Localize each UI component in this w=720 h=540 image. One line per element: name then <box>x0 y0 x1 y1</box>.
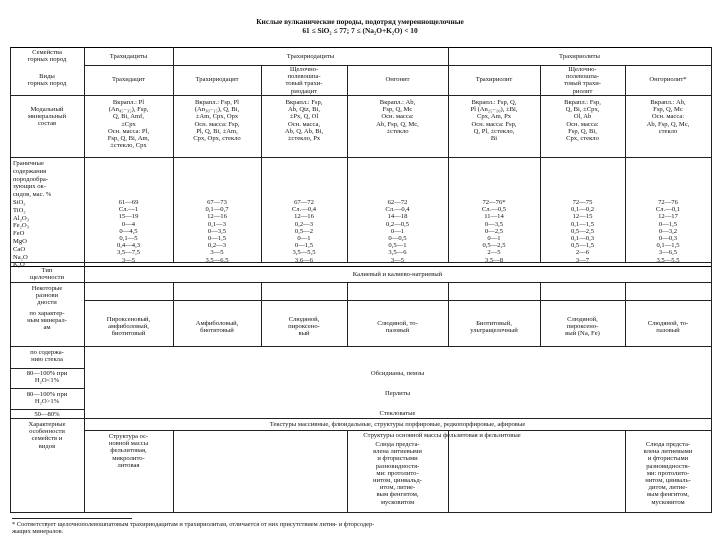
variety-cell: Пироксеновый, амфиболовый, биотитовый <box>106 316 151 338</box>
label-kinds: Виды горных пород <box>27 73 67 88</box>
glass-perlites: Перлиты <box>384 390 411 397</box>
oxide-cell: 67—72 Сл.—0,4 12—16 0,2—3 0,5—2 0—1 0—1,5 3,5—5,5 3,6—6 <box>291 199 317 264</box>
footnote-rule <box>12 518 132 519</box>
family-trachyrhyodacites: Трахириодациты <box>286 53 335 60</box>
label-oxides: Граничные содержания породообра- зующих ок- сидов, мас. % SiO₂ TiO₂ Al₂O₃ Fe₂O₃ FeO MgO CaO Na₂O K₂O <box>13 160 52 269</box>
label-alkalinity: Тип щелочности <box>29 267 65 282</box>
label-families: Семейства горных пород <box>27 49 67 64</box>
variety-cell: Слюдяной, то- пазовый <box>647 320 689 335</box>
label-glass-3: 50—80% <box>34 411 60 418</box>
kind-cell: Щелочно- полевошпа- товый трахи- риодацит <box>285 66 323 95</box>
page-title: Кислые вулканические породы, подотряд умереннощелочные <box>256 17 464 26</box>
oxide-cell: 72—75 0,1—0,2 12—15 0,1—1,5 0,5—2,5 0,1—0,3 0,5—1,5 2—6 3—7 <box>570 199 595 264</box>
mineral-cell: Вкрапл.: Ab, Fsp, Q, Mc Осн. масса: Ab, Fsp, Q, Mc, стекло <box>646 99 690 135</box>
label-varieties: Некоторые разнови дности <box>31 285 63 307</box>
footnote: * Соответствует щелочнополевошпатовым трахириодацитам и трахириолитам, отличается от них присутствием лития- и фторсодер- жащих минералов. <box>12 521 375 536</box>
kind-cell: Щелочно- полевошпа- товый трахи- риолит <box>563 66 602 95</box>
mineral-cell: Вкрапл.: Pl (An₄₅₋₃₅), Fsp, Q, Bi, Amf, ±Cpx Осн. масса: Pl, Fsp, Q, Bi, Am, ±стекло, Cpx <box>107 99 150 150</box>
variety-cell: Слюдяной, то- пазовый <box>377 320 418 335</box>
family-trachydacites: Трахидациты <box>109 53 148 60</box>
groundmass-text: Структуры основной массы фельзитовая и фельзитовые <box>363 432 521 439</box>
label-glass-1: 80—100% при H₂O<1% <box>26 370 68 385</box>
mineral-cell: Вкрапл.: Fsp, Ab, Qtz, Bi, ±Px, Q, Ol Осн. масса, Ab, Q, Ab, Bi, ±стекло, Px <box>284 99 324 143</box>
feature-ongonite: Слюда предста- влена литиевыми и фтористыми разновидностя- ми: протолито- нитом, цинвальд- итом, литие- вым фенгитом, мусковитом <box>373 441 422 506</box>
feature-ongorhyolite: Слюда предста- влена литиевыми и фтористыми разновидностя- ми: протолито- нитом, цинваль- дитом, литие- вым фенгитом, мусковитом <box>643 441 693 506</box>
variety-cell: Слюдяной, пироксено- вый (Na, Fe) <box>565 316 600 338</box>
kind-cell: Онгориолит* <box>649 76 687 83</box>
kind-cell: Трахириодацит <box>195 76 239 83</box>
oxide-cell: 61—69 Сл.—1 15—19 0—4 0—4,5 0,1—5 0,4—4,3 3,5—7,5 3—5 <box>116 199 141 264</box>
oxide-cell: 72—76* Сл.—0,5 11—14 0—3,5 0—2,5 0—1 0,5—2,5 2—5 3,5—8 <box>481 199 507 264</box>
label-by-glass: по содержа- нию стекла <box>30 349 64 364</box>
mineral-cell: Вкрапл.: Fsp, Q, Pl (An₂₅₋₁₀), ±Bi, Cpx, Am, Px Осн. масса: Fsp, Q, Pl, ±стекло, Bi <box>470 99 518 143</box>
oxide-cell: 67—73 0,1—0,7 12—16 0,1—3 0—3,5 0—1,5 0,2—3 3—5 3,5—6,5 <box>205 199 229 264</box>
kind-cell: Онгонит <box>385 76 410 83</box>
label-mineral: Модальный минеральный состав <box>27 106 67 128</box>
mineral-cell: Вкрапл.: Ab, Fsp, Q, Mc Осн. масса: Ab, Fsp, Q, Mc, ±стекло <box>376 99 419 135</box>
oxide-cell: 62—72 Сл.—0,4 14—18 0,2—0,5 0—1 0—0,5 0,5—1 3,5—6 3—5 <box>385 199 410 264</box>
glass-obsidians: Обсидианы, пемзы <box>370 370 425 377</box>
textures-text: Текстуры массивные, флюидальные, структуры порфировые, редкопорфировые, афировые <box>269 421 526 428</box>
label-glass-2: 80—100% при H₂O>1% <box>26 391 68 406</box>
mineral-cell: Вкрапл.: Fsp, Q, Bi, ±Cpx, Ol, Ab Осн. масса: Fsp, Q, Bi, Cpx, стекло <box>564 99 601 143</box>
variety-cell: Амфиболовый, биотитовый <box>195 320 239 335</box>
label-features: Характерные особенности семейств и видов <box>28 421 66 450</box>
label-by-mineral: по характер- ным минерал- ам <box>27 310 67 332</box>
family-trachyrhyolites: Трахириолиты <box>559 53 600 60</box>
variety-cell: Биотитовый, ультращелочный <box>470 320 518 335</box>
feature-trachydacite: Структура ос- новной массы фельзитовая, микролито- литовая <box>108 433 149 469</box>
glass-vitreous: Стекловатые <box>379 410 416 417</box>
page-subtitle: 61 ≤ SiO₂ ≤ 77; 7 ≤ (Na₂O+K₂O) < 10 <box>302 26 418 35</box>
oxide-cell: 72—76 Сл.—0,1 12—17 0—1,5 0—3,2 0—0,3 0,1—1,5 3—6,5 3,5—5,5 <box>655 199 681 264</box>
kind-cell: Трахириолит <box>475 76 513 83</box>
alkalinity-value: Калиевый и калиево-натриевый <box>352 271 443 278</box>
mineral-cell: Вкрапл.: Fsp, Pl (An₃₀₋₁₅), Q, Bi, ±Am, Cpx, Opx Осн. масса: Fsp, Pl, Q, Bi, ±Am, Cpx, Opx, стекло <box>193 99 241 143</box>
kind-cell: Трахидацит <box>111 76 146 83</box>
variety-cell: Слюдяной, пироксено- вый <box>288 316 320 338</box>
